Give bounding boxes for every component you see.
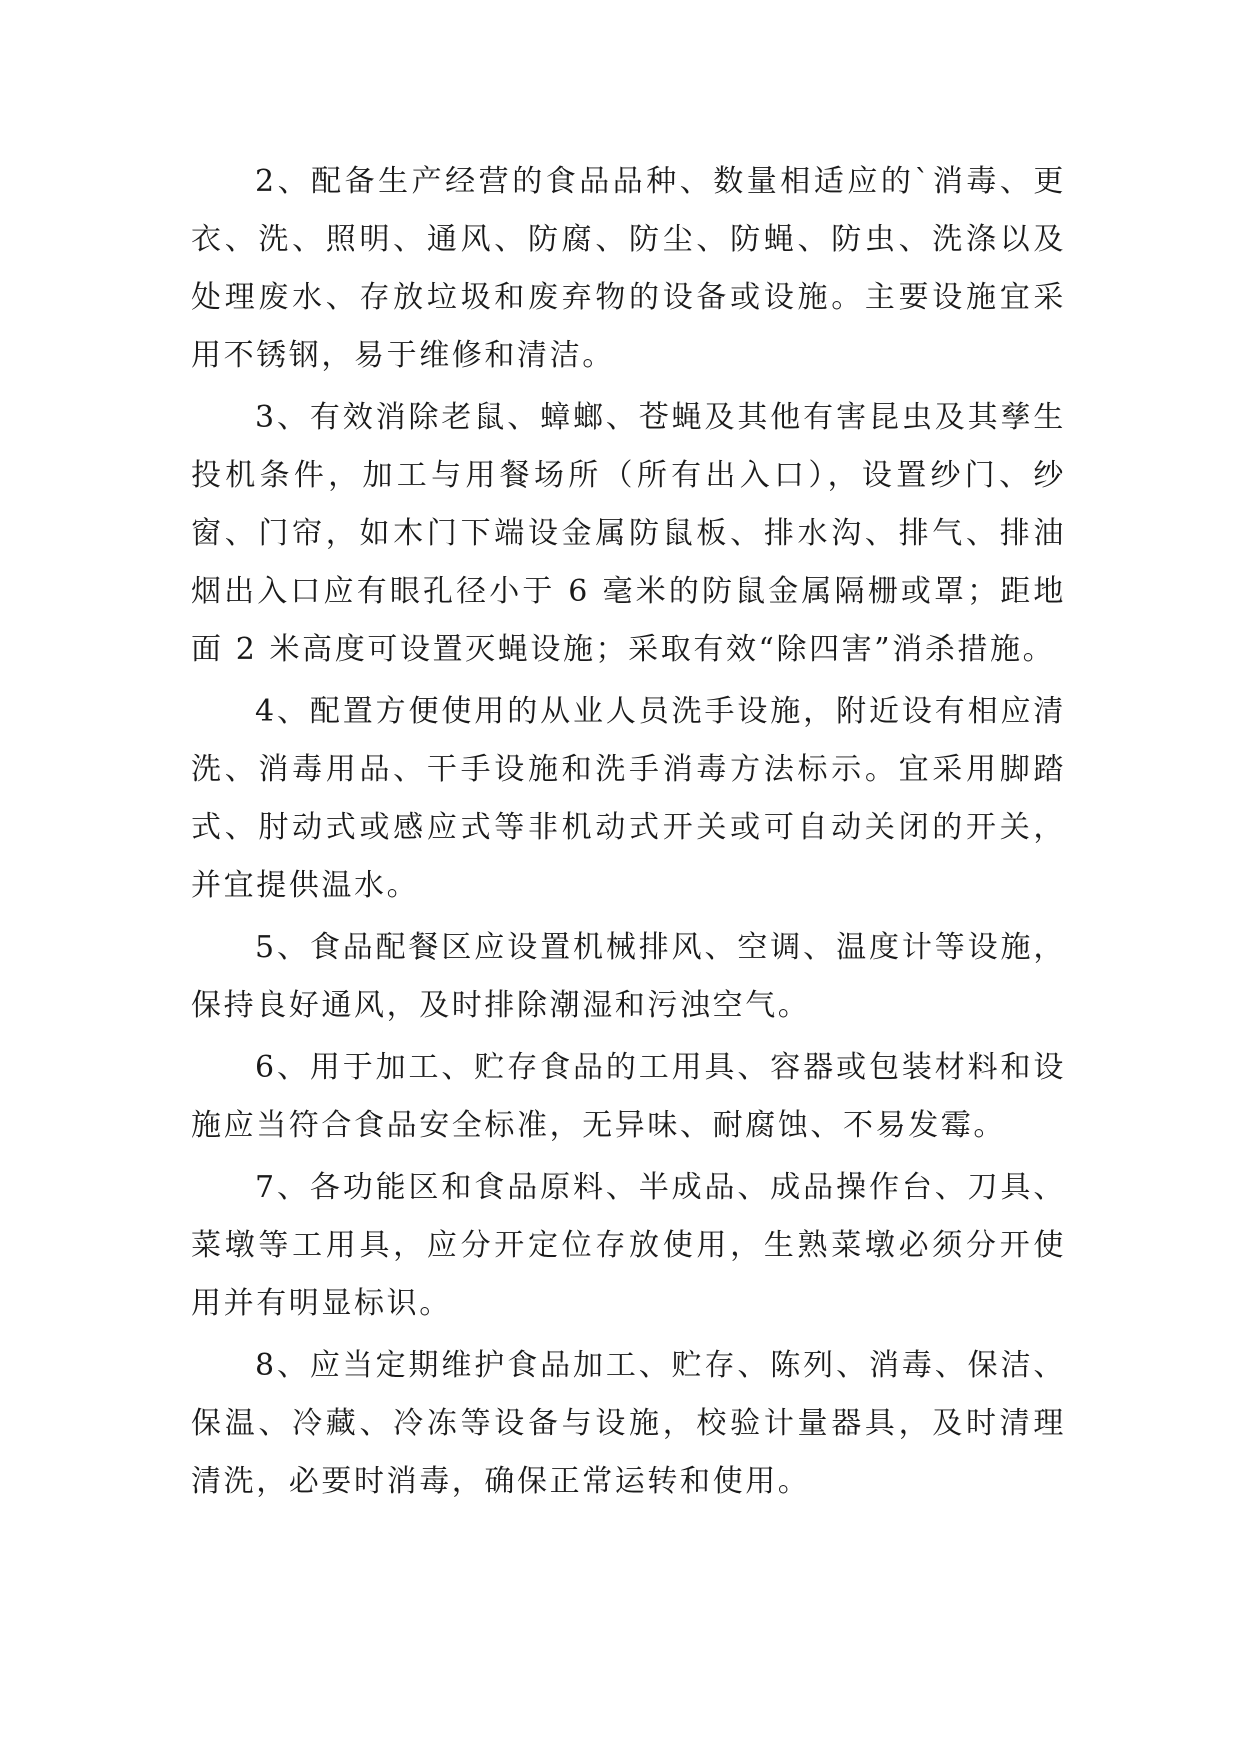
paragraph-item-6: 6、用于加工、贮存食品的工用具、容器或包装材料和设施应当符合食品安全标准，无异味、耐腐蚀、不易发霉。 — [191, 1050, 1066, 1143]
document-body — [191, 153, 1066, 1515]
paragraph-item-5: 5、食品配餐区应设置机械排风、空调、温度计等设施，保持良好通风，及时排除潮湿和污浊空气。 — [191, 930, 1066, 1023]
paragraph-item-8: 8、应当定期维护食品加工、贮存、陈列、消毒、保洁、保温、冷藏、冷冻等设备与设施，校验计量器具，及时清理清洗，必要时消毒，确保正常运转和使用。 — [191, 1348, 1066, 1499]
paragraph-item-2: 2、配备生产经营的食品品种、数量相适应的`消毒、更衣、洗、照明、通风、防腐、防尘、防蝇、防虫、洗涤以及处理废水、存放垃圾和废弃物的设备或设施。主要设施宜采用不锈钢，易于维修和清洁。 — [191, 164, 1066, 373]
paragraph-item-3: 3、有效消除老鼠、蟑螂、苍蝇及其他有害昆虫及其孳生投机条件，加工与用餐场所（所有出入口），设置纱门、纱窗、门帘，如木门下端设金属防鼠板、排水沟、排气、排油烟出入口应有眼孔径小于 6 毫米的防鼠金属隔栅或罩；距地面 2 米高度可设置灭蝇设施；采取有效“除四害”消杀措施。 — [191, 400, 1066, 667]
paragraph-item-4: 4、配置方便使用的从业人员洗手设施，附近设有相应清洗、消毒用品、干手设施和洗手消毒方法标示。宜采用脚踏式、肘动式或感应式等非机动式开关或可自动关闭的开关，并宜提供温水。 — [191, 694, 1066, 903]
paragraph-item-7: 7、各功能区和食品原料、半成品、成品操作台、刀具、菜墩等工用具，应分开定位存放使用，生熟菜墩必须分开使用并有明显标识。 — [191, 1170, 1066, 1321]
